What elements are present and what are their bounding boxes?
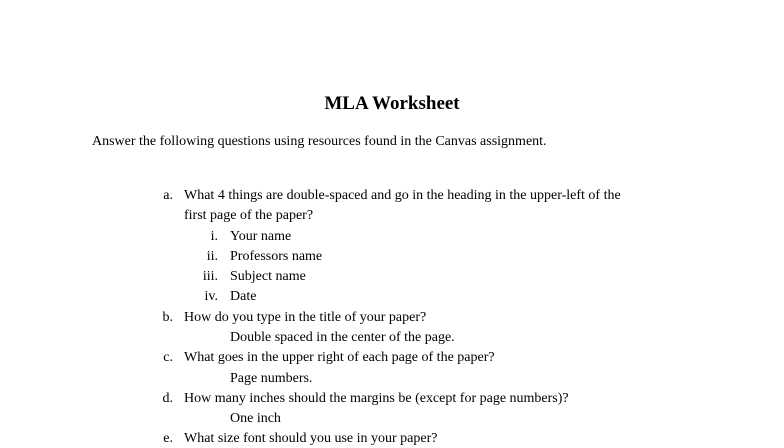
subitem-your-name: Your name [230,229,292,244]
question-marker-d: d. [162,391,173,406]
answer-d-text: One inch [230,411,281,426]
answer-c-text: Page numbers. [230,371,313,386]
question-c-text: What goes in the upper right of each page of the paper? [184,350,495,365]
question-marker-b: b. [162,310,173,325]
question-a-line-2: first page of the paper? [184,208,314,223]
question-a-line-1: What 4 things are double-spaced and go in the heading in the upper-left of the [184,188,621,203]
subitem-marker-iii: iii. [202,269,218,284]
question-marker-a: a. [163,188,173,203]
subitem-marker-iv: iv. [204,289,218,304]
subitem-marker-ii: ii. [206,249,218,264]
page-title: MLA Worksheet [324,93,460,114]
subitem-subject-name: Subject name [230,269,306,284]
question-e-text: What size font should you use in your paper? [184,431,438,446]
question-d-text: How many inches should the margins be (except for page numbers)? [184,391,569,406]
question-marker-e: e. [163,431,173,446]
subitem-marker-i: i. [210,229,218,244]
answer-b-text: Double spaced in the center of the page. [230,330,455,345]
intro-text: Answer the following questions using resources found in the Canvas assignment. [92,134,547,149]
question-marker-c: c. [163,350,173,365]
subitem-professors-name: Professors name [230,249,323,264]
question-b-text: How do you type in the title of your paper? [184,310,427,325]
subitem-date: Date [230,289,257,304]
